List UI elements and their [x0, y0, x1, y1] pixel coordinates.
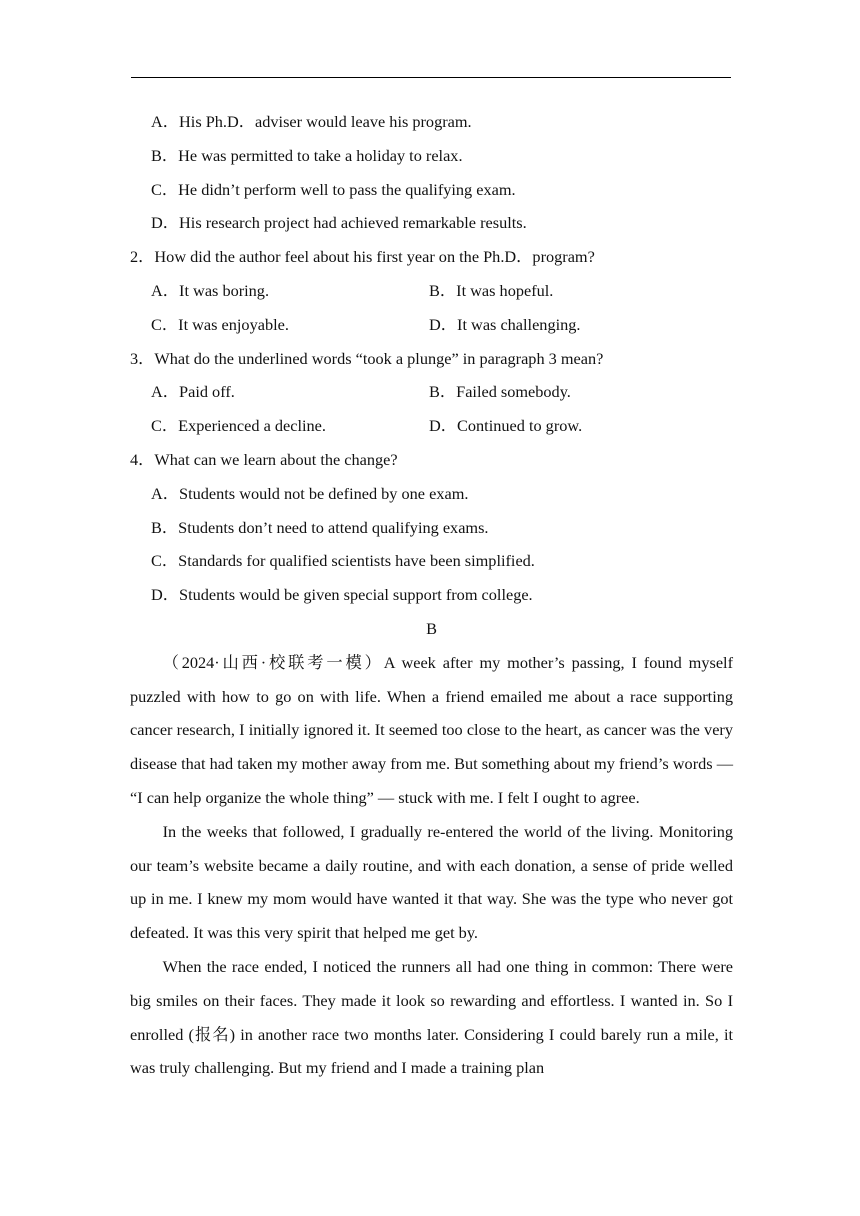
q2-options-row-1: [130, 274, 733, 308]
q1-option-d: D．His research project had achieved remarkable results.: [151, 213, 527, 233]
q3-option-a: A．Paid off.: [151, 382, 235, 402]
q1-option-b: B．He was permitted to take a holiday to relax.: [151, 145, 463, 165]
q2-options-row-2: [130, 308, 733, 342]
q3-option-d: D．Continued to grow.: [429, 416, 583, 436]
q3-stem: 3．What do the underlined words “took a plunge” in paragraph 3 mean?: [130, 348, 604, 368]
q4-option-b: B．Students don’t need to attend qualifying exams.: [151, 517, 489, 537]
passage-paragraph-2: In the weeks that followed, I gradually re-entered the world of the living. Monitoring our team’s website became a daily routine, and with each donation, a sense of pride welled up in me. I knew my mom would have wanted it that way. She was the type who never got defeated. It was this very spirit that helped me get by.: [130, 821, 733, 943]
q4-option-a: A．Students would not be defined by one exam.: [151, 483, 469, 503]
section-heading: B: [426, 618, 437, 638]
q2-option-c: C．It was enjoyable.: [151, 314, 289, 334]
q4-stem: 4．What can we learn about the change?: [130, 449, 398, 469]
q3-options-row-1: [130, 375, 733, 409]
q3-option-b: B．Failed somebody.: [429, 382, 571, 402]
q1-option-a: A．His Ph.D．adviser would leave his program.: [151, 112, 472, 131]
q4-option-d: D．Students would be given special support from college.: [151, 585, 533, 605]
q2-stem: 2．How did the author feel about his first year on the Ph.D．program?: [130, 247, 595, 267]
q2-option-b: B．It was hopeful.: [429, 280, 554, 300]
q2-option-a: A．It was boring.: [151, 280, 270, 300]
q3-options-row-2: [130, 409, 733, 443]
q2-option-d: D．It was challenging.: [429, 314, 581, 334]
passage-paragraph-3: When the race ended, I noticed the runners all had one thing in common: There were big smiles on their faces. They made it look so rewarding and effortless. I wanted in. So I enrolled (报名) in another race two months later. Considering I could barely run a mile, it was truly challenging. But my friend and I made a training plan: [130, 956, 733, 1078]
q4-option-c: C．Standards for qualified scientists have been simplified.: [151, 551, 535, 571]
q1-option-c: C．He didn’t perform well to pass the qualifying exam.: [151, 179, 516, 199]
header-rule: [131, 77, 731, 78]
document-body: [130, 105, 733, 1085]
passage-paragraph-1: （2024·山西·校联考一模）A week after my mother’s passing, I found myself puzzled with how to go on with life. When a friend emailed me about a race supporting cancer research, I initially ignored it. It seemed too close to the heart, as cancer was the very disease that had taken my mother away from me. But something about my friend’s words — “I can help organize the whole thing” — stuck with me. I felt I ought to agree.: [130, 652, 733, 807]
q3-option-c: C．Experienced a decline.: [151, 416, 326, 436]
